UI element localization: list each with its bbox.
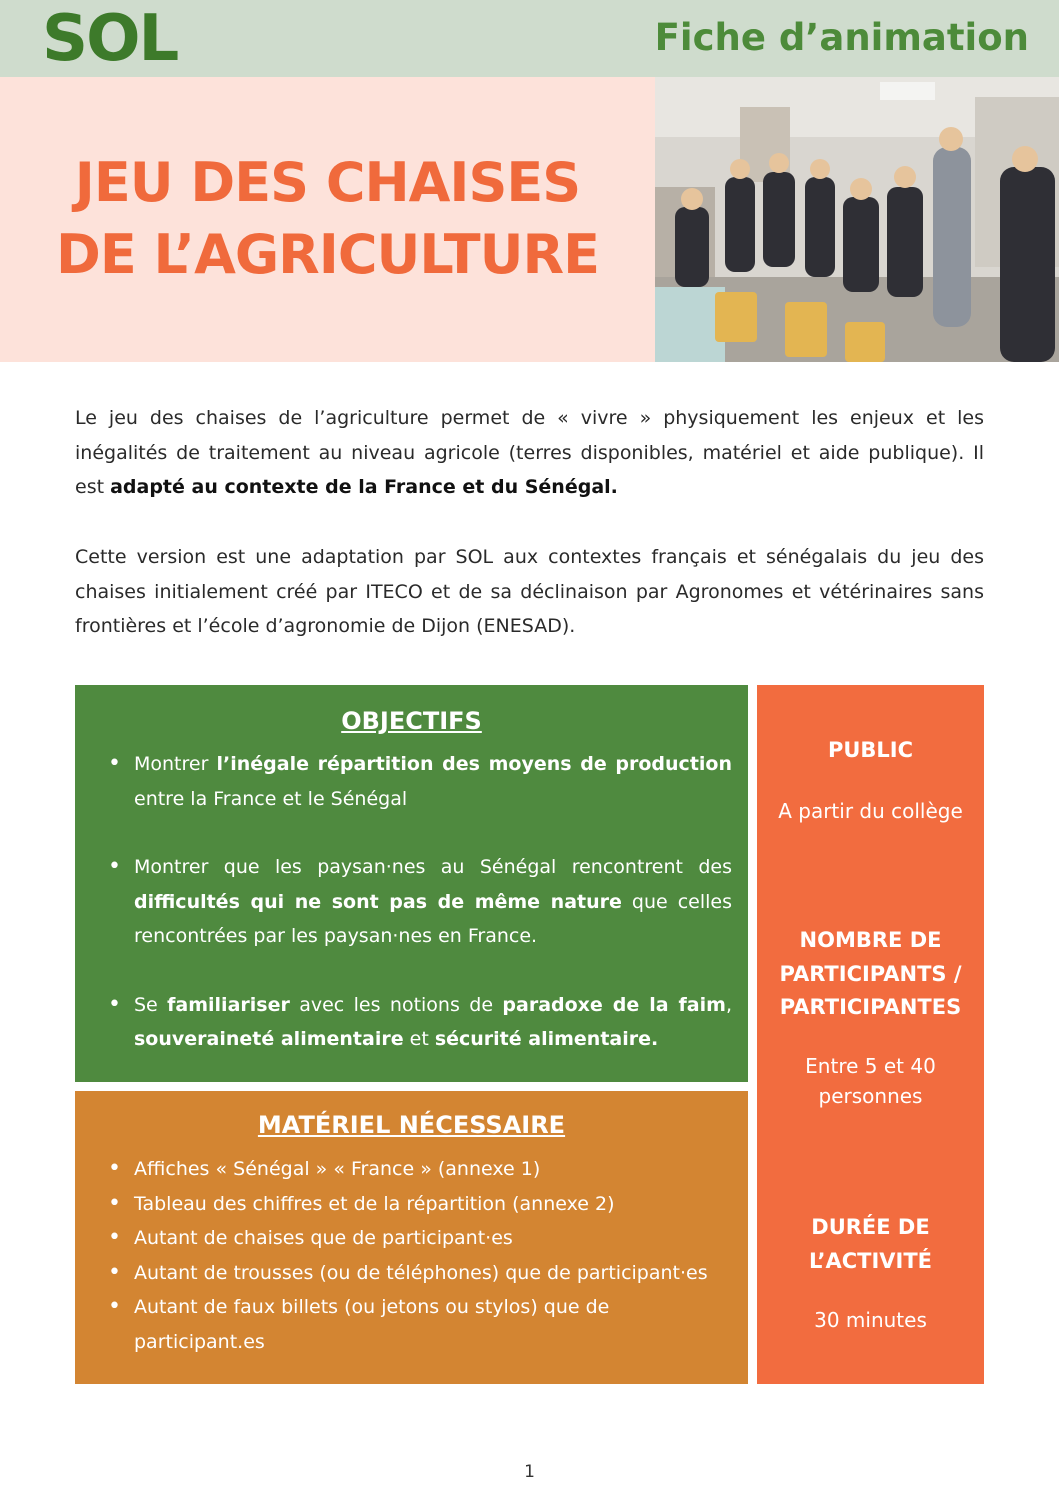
materiel-title: MATÉRIEL NÉCESSAIRE <box>257 1111 566 1139</box>
sol-logo: SOL <box>42 2 178 76</box>
objectif-emphasis: l’inégale répartition des moyens de production <box>216 753 732 775</box>
materiel-item: • Autant de faux billets (ou jetons ou stylos) que de participant.es <box>108 1290 732 1359</box>
duree-value: 30 minutes <box>814 1308 927 1332</box>
title-line-2: DE L’AGRICULTURE <box>56 223 599 286</box>
public-value: A partir du collège <box>778 799 963 823</box>
page-number: 1 <box>524 1462 535 1482</box>
objectifs-list <box>108 747 732 1057</box>
objectif-text: Montrer <box>134 753 217 775</box>
objectifs-box <box>75 685 748 1082</box>
materiel-item: • Autant de trousses (ou de téléphones) que de participant·es <box>108 1256 732 1291</box>
objectif-text: , <box>725 993 732 1016</box>
intro-paragraph-1 <box>75 401 984 505</box>
objectif-text: avec les notions de <box>289 993 503 1016</box>
classroom-photo-illustration <box>655 77 1059 362</box>
objectif-emphasis: difficultés qui ne sont pas de même nature <box>134 890 622 913</box>
duree-label-line-1: DURÉE DE <box>811 1215 930 1239</box>
objectif-text: entre la France et le Sénégal <box>134 787 408 810</box>
nombre-label-line-3: PARTICIPANTES <box>779 995 962 1019</box>
public-label: PUBLIC <box>827 738 914 762</box>
nombre-label-line-1: NOMBRE DE <box>799 928 942 952</box>
info-box <box>757 685 984 1384</box>
page-title <box>0 147 655 291</box>
document-type-label: Fiche d’animation <box>654 16 1029 59</box>
header-bar <box>0 0 1059 77</box>
objectif-emphasis: sécurité alimentaire. <box>434 1028 659 1050</box>
materiel-box <box>75 1091 748 1384</box>
classroom-photo <box>655 77 1059 362</box>
title-line-1: JEU DES CHAISES <box>74 151 581 214</box>
materiel-list <box>108 1152 732 1359</box>
title-panel <box>0 77 655 362</box>
objectif-text: Se <box>134 993 168 1016</box>
materiel-item: • Autant de chaises que de participant·es <box>108 1221 732 1256</box>
objectif-emphasis: souveraineté alimentaire <box>134 1028 404 1050</box>
materiel-item: • Tableau des chiffres et de la répartition (annexe 2) <box>108 1187 732 1222</box>
objectif-item <box>108 988 732 1057</box>
intro-text-1a: Le jeu des chaises de l’agriculture permet de « vivre » physiquement les enjeux et les inégalités de traitement au niveau agricole (terres disponibles, matériel et aide publique). Il est <box>75 407 984 498</box>
objectif-emphasis: familiariser <box>167 993 290 1016</box>
duree-label-line-2: L’ACTIVITÉ <box>808 1249 933 1273</box>
materiel-item: • Affiches « Sénégal » « France » (annexe 1) <box>108 1152 732 1187</box>
objectif-item <box>108 850 732 954</box>
objectif-text: Montrer que les paysan·nes au Sénégal rencontrent des <box>134 856 732 878</box>
objectif-text: que celles rencontrées par les paysan·nes en France. <box>134 890 732 947</box>
nombre-value-line-2: personnes <box>818 1084 923 1108</box>
objectif-text: et <box>403 1028 435 1050</box>
intro-paragraph-2: Cette version est une adaptation par SOL aux contextes français et sénégalais du jeu des chaises initialement créé par ITECO et de sa déclinaison par Agronomes et vétérinaires sans frontières et l’école d’agronomie de Dijon (ENESAD). <box>75 546 984 637</box>
nombre-value-line-1: Entre 5 et 40 <box>805 1054 936 1078</box>
objectif-emphasis: paradoxe de la faim <box>502 993 726 1016</box>
objectifs-title: OBJECTIFS <box>341 707 482 735</box>
intro-text-1b: adapté au contexte de la France et du Sénégal. <box>110 476 618 498</box>
nombre-label-line-2: PARTICIPANTS / <box>779 962 962 986</box>
objectif-item <box>108 747 732 816</box>
